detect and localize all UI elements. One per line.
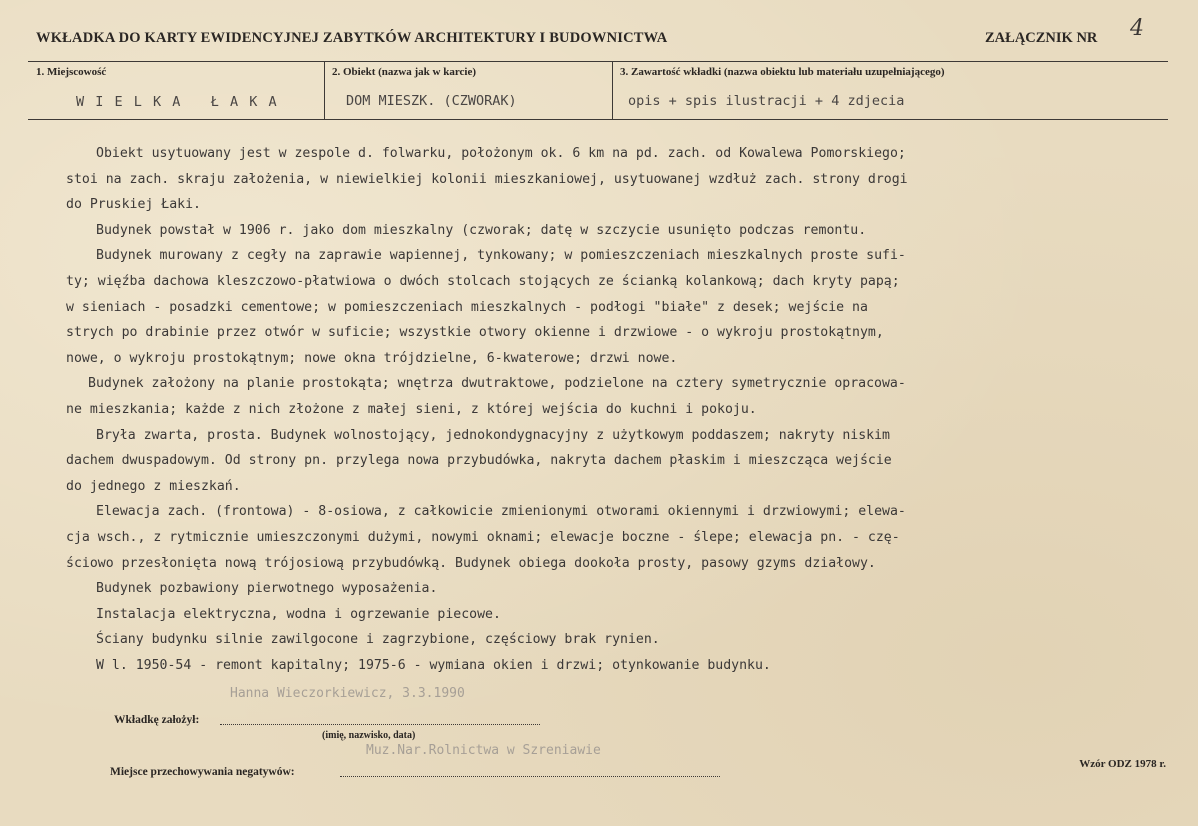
form-code: Wzór ODZ 1978 r. <box>1079 758 1166 770</box>
text-line: Ściany budynku silnie zawilgocone i zagrzybione, częściowy brak rynien. <box>96 632 660 648</box>
text-line: Budynek murowany z cegły na zaprawie wapiennej, tynkowany; w pomieszczeniach mieszkalnych proste sufi- <box>96 248 906 264</box>
text-line: do jednego z mieszkań. <box>66 478 241 494</box>
form-title: WKŁADKA DO KARTY EWIDENCYJNEJ ZABYTKÓW ARCHITEKTURY I BUDOWNICTWA <box>36 30 668 46</box>
storage-label: Miejsce przechowywania negatywów: <box>110 766 295 778</box>
description-body <box>66 141 1146 678</box>
contents-label: 3. Zawartość wkładki (nazwa obiektu lub materiału uzupełniającego) <box>620 66 945 78</box>
text-line: Budynek powstał w 1906 r. jako dom mieszkalny (czworak; datę w szczycie usunięto podczas remontu. <box>96 222 867 238</box>
text-line: strych po drabinie przez otwór w suficie; wszystkie otwory okienne i drzwiowe - o wykroju prostokątnym, <box>66 325 884 341</box>
text-line: Elewacja zach. (frontowa) - 8-osiowa, z całkowicie zmienionymi otworami okiennymi i drzwiowymi; elewa- <box>96 504 906 520</box>
storage-dotted-line <box>340 776 720 777</box>
text-line: ne mieszkania; każde z nich złożone z małej sieni, z której wejścia do kuchni i pokoju. <box>66 401 757 417</box>
text-line: Bryła zwarta, prosta. Budynek wolnostojący, jednokondygnacyjny z użytkowym poddaszem; nakryty niskim <box>96 427 890 443</box>
text-line: w sieniach - posadzki cementowe; w pomieszczeniach mieszkalnych - podłogi "białe" z desek; wejście na <box>66 299 868 315</box>
text-line: do Pruskiej Łaki. <box>66 197 201 213</box>
object-value: DOM MIESZK. (CZWORAK) <box>346 93 517 109</box>
author-hint: (imię, nazwisko, data) <box>322 730 416 741</box>
object-label: 2. Obiekt (nazwa jak w karcie) <box>332 66 477 78</box>
text-line: ściowo przesłonięta nową trójosiową przybudówką. Budynek obiega dookoła prosty, pasowy gzyms działowy. <box>66 555 876 571</box>
header-rule-bottom <box>28 119 1168 120</box>
storage-value: Muz.Nar.Rolnictwa w Szreniawie <box>366 743 601 758</box>
author-dotted-line <box>220 724 540 725</box>
text-line: stoi na zach. skraju założenia, w niewielkiej kolonii mieszkaniowej, usytuowanej wzdłuż zach. strony drogi <box>66 171 908 187</box>
locality-label: 1. Miejscowość <box>36 66 107 78</box>
text-line: W l. 1950-54 - remont kapitalny; 1975-6 - wymiana okien i drzwi; otynkowanie budynku. <box>96 657 771 673</box>
attachment-number: 4 <box>1130 16 1144 41</box>
locality-value: W I E L K A Ł A K A <box>76 94 279 110</box>
field-divider-2 <box>612 61 613 119</box>
text-line: Budynek pozbawiony pierwotnego wyposażenia. <box>96 581 438 597</box>
header-rule-top <box>28 61 1168 62</box>
text-line: nowe, o wykroju prostokątnym; nowe okna trójdzielne, 6-kwaterowe; drzwi nowe. <box>66 350 678 366</box>
text-line: Instalacja elektryczna, wodna i ogrzewanie piecowe. <box>96 606 501 622</box>
author-value: Hanna Wieczorkiewicz, 3.3.1990 <box>230 686 465 701</box>
text-line: Obiekt usytuowany jest w zespole d. folwarku, położonym ok. 6 km na pd. zach. od Kowalewa Pomorskiego; <box>96 146 906 161</box>
text-line: dachem dwuspadowym. Od strony pn. przylega nowa przybudówka, nakryta dachem płaskim i mieszcząca wejście <box>66 453 892 469</box>
field-divider-1 <box>324 61 325 119</box>
author-label: Wkładkę założył: <box>114 714 200 726</box>
text-line: ty; więźba dachowa kleszczowo-płatwiowa o dwóch stolcach stojących ze ścianką kolankową; dach kryty papą; <box>66 273 900 289</box>
attachment-label: ZAŁĄCZNIK NR <box>985 30 1098 46</box>
text-line: Budynek założony na planie prostokąta; wnętrza dwutraktowe, podzielone na cztery symetrycznie opracowa- <box>88 376 906 392</box>
text-line: cja wsch., z rytmicznie umieszczonymi dużymi, nowymi oknami; elewacje boczne - ślepe; elewacja pn. - czę- <box>66 529 900 545</box>
contents-value: opis + spis ilustracji + 4 zdjecia <box>628 93 905 109</box>
